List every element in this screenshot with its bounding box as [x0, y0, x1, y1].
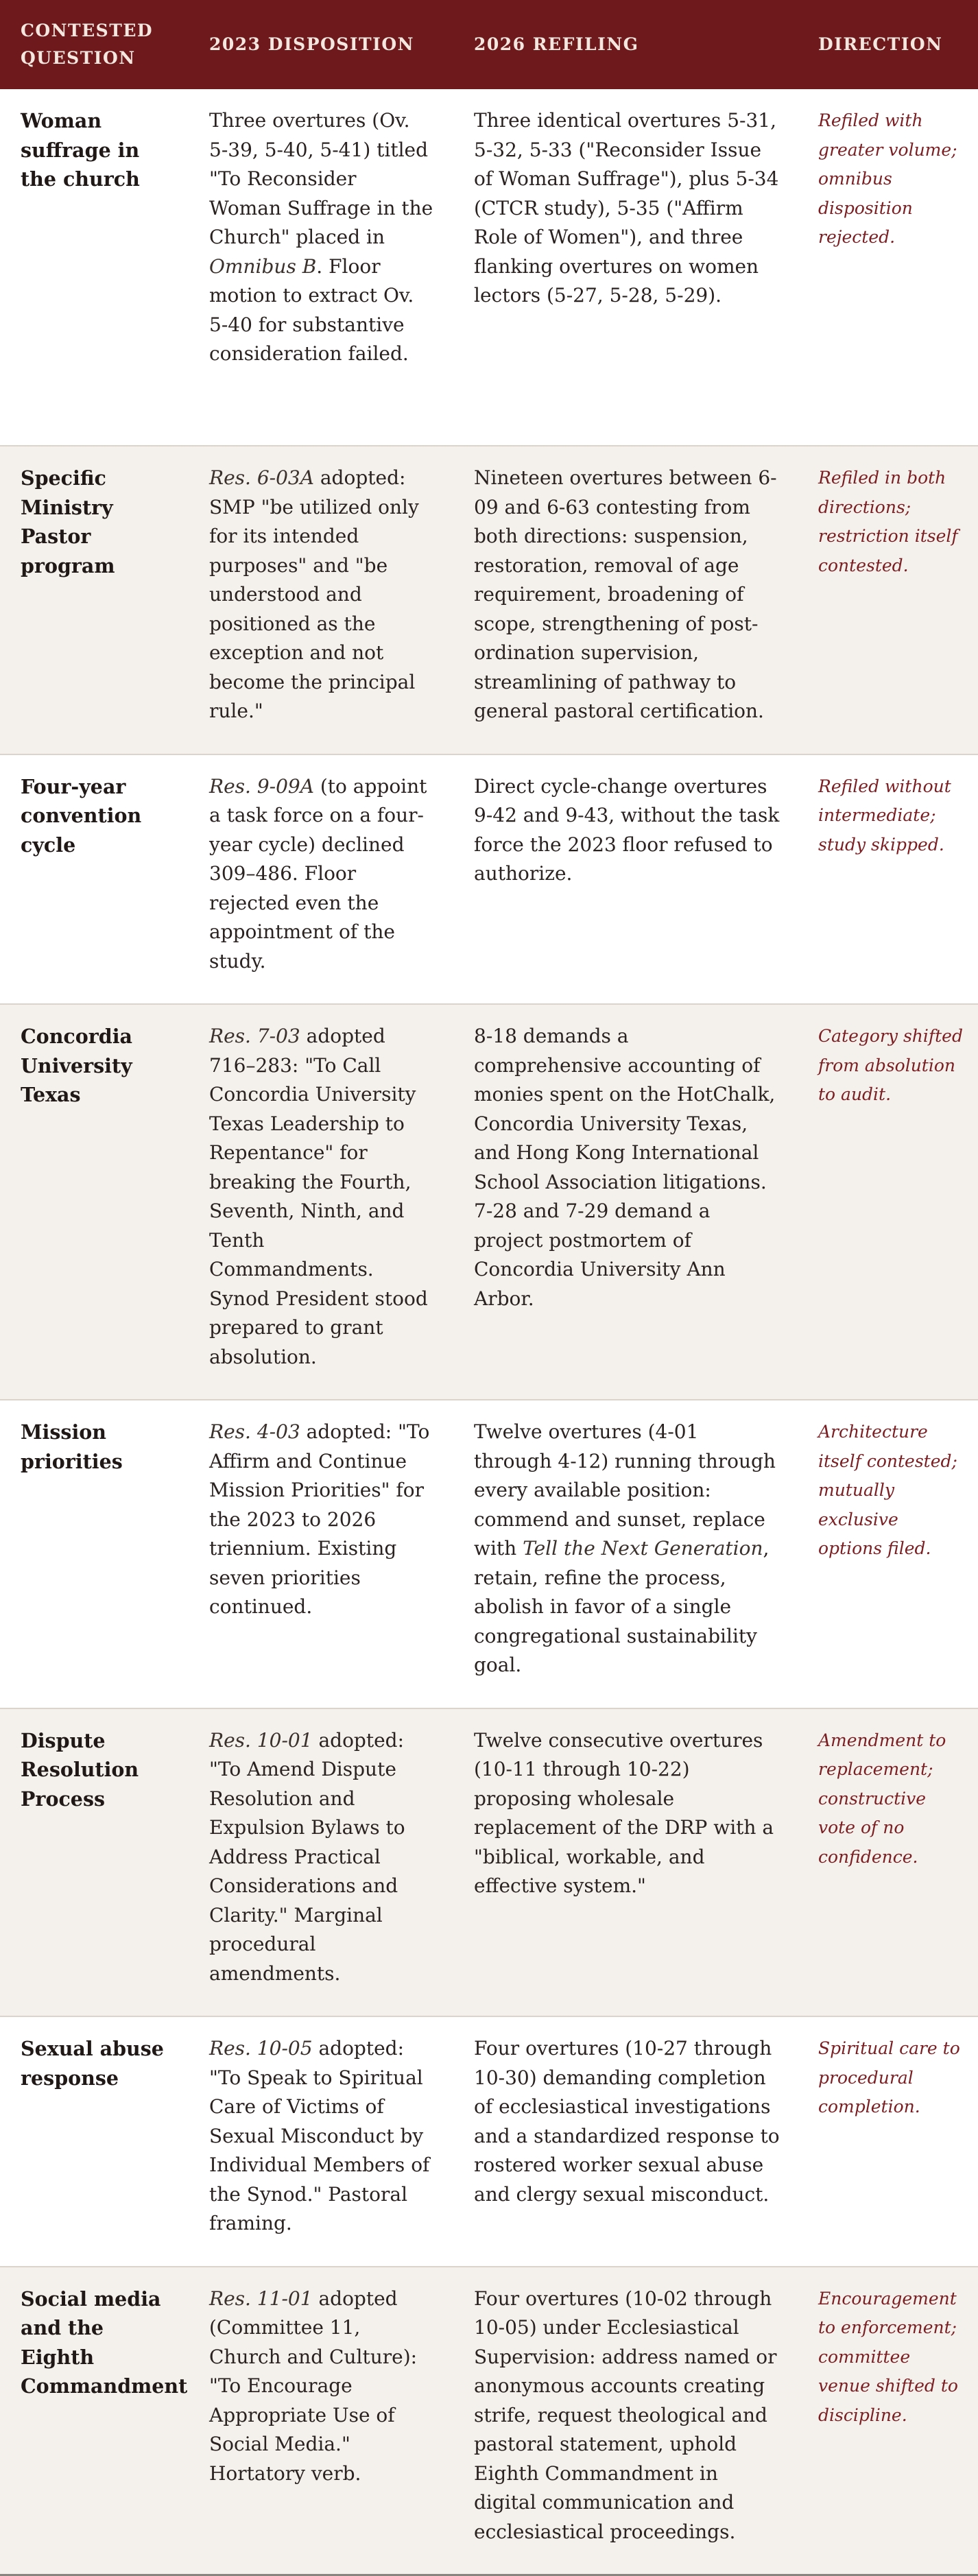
- question-cell: Sexual abuse response: [21, 2037, 164, 2090]
- direction-cell: Amendment to replacement; constructive vote of no confidence.: [818, 1730, 946, 1867]
- refiling-2026-cell: [453, 1400, 798, 1708]
- direction-cell: Architecture itself contested; mutually exclusive options filed.: [818, 1422, 957, 1558]
- question-cell: Four-year convention cycle: [21, 774, 142, 857]
- disposition-2023-cell: [184, 446, 453, 754]
- disposition-reference: Res. 6-03A: [209, 466, 314, 489]
- direction-cell: Spiritual care to procedural completion.: [818, 2038, 960, 2116]
- table-row: [0, 446, 978, 754]
- refiling-2026-cell: [453, 2267, 798, 2575]
- table-row: [0, 89, 978, 446]
- disposition-text: adopted: "To Amend Dispute Resolution and Expulsion Bylaws to Address Practical Considerations and Clarity." Marginal procedural amendments.: [209, 1728, 405, 1985]
- table-row: [0, 1708, 978, 2017]
- disposition-2023-cell: [184, 89, 453, 446]
- header-direction: DIRECTION: [818, 34, 943, 54]
- disposition-2023-cell: [184, 754, 453, 1005]
- question-cell: Specific Ministry Pastor program: [21, 466, 115, 577]
- direction-cell: Refiled with greater volume; omnibus disposition rejected.: [818, 110, 957, 247]
- direction-cell: Encouragement to enforcement; committee venue shifted to discipline.: [818, 2288, 958, 2425]
- refiling-text: 8-18 demands a comprehensive accounting of monies spent on the HotChalk, Concordia University Texas, and Hong Kong International School Association litigations. 7-28 and 7-29 demand a project postmortem of Concordia University Ann Arbor.: [474, 1025, 776, 1310]
- disposition-text: adopted: "To Affirm and Continue Mission Priorities" for the 2023 to 2026 triennium. Existing seven priorities continued.: [209, 1420, 430, 1618]
- disposition-reference: Res. 11-01: [209, 2287, 313, 2310]
- disposition-text: adopted 716–283: "To Call Concordia University Texas Leadership to Repentance" for breaking the Fourth, Seventh, Ninth, and Tenth Commandments. Synod President stood prepared to grant absolution.: [209, 1025, 428, 1368]
- question-cell: Social media and the Eighth Commandment: [21, 2287, 188, 2398]
- disposition-text: Three overtures (Ov. 5-39, 5-40, 5-41) titled "To Reconsider Woman Suffrage in the Church" placed in: [209, 109, 433, 248]
- disposition-reference: Omnibus B: [209, 254, 317, 278]
- table-row: [0, 1400, 978, 1708]
- disposition-reference: Res. 10-05: [209, 2037, 313, 2060]
- header-row: [0, 0, 978, 89]
- table-row: [0, 2267, 978, 2575]
- refiling-text: Four overtures (10-02 through 10-05) under Ecclesiastical Supervision: address named or anonymous accounts creating strife, request theological and pastoral statement, uphold Eighth Commandment in digital communication and ecclesiastical proceedings.: [474, 2287, 777, 2543]
- refiling-emphasis: Tell the Next Generation: [523, 1537, 763, 1560]
- refiling-2026-cell: [453, 2016, 798, 2267]
- question-cell: Dispute Resolution Process: [21, 1728, 139, 1811]
- disposition-text: . Floor motion to extract Ov. 5-40 for substantive consideration failed.: [209, 254, 414, 365]
- disposition-text: adopted (Committee 11, Church and Culture): "To Encourage Appropriate Use of Social Media." Hortatory verb.: [209, 2287, 418, 2485]
- disposition-2023-cell: [184, 1400, 453, 1708]
- disposition-2023-cell: [184, 1708, 453, 2017]
- question-cell: Woman suffrage in the church: [21, 109, 140, 191]
- refiling-text: Three identical overtures 5-31, 5-32, 5-33 ("Reconsider Issue of Woman Suffrage"), plus 5-34 (CTCR study), 5-35 ("Affirm Role of Women"), and three flanking overtures on women lectors (5-27, 5-28, 5-29).: [474, 109, 779, 307]
- refiling-text: Nineteen overtures between 6-09 and 6-63 contesting from both directions: suspension, restoration, removal of age requirement, broadening of scope, strengthening of post-ordination supervision, streamlining of pathway to general pastoral certification.: [474, 466, 777, 722]
- disposition-reference: Res. 10-01: [209, 1728, 313, 1752]
- refiling-text: Four overtures (10-27 through 10-30) demanding completion of ecclesiastical investigations and a standardized response to rostered worker sexual abuse and clergy sexual misconduct.: [474, 2037, 780, 2206]
- refiling-text: Twelve consecutive overtures (10-11 through 10-22) proposing wholesale replacement of the DRP with a "biblical, workable, and effective system.": [474, 1728, 774, 1897]
- table-header: [0, 0, 978, 89]
- disposition-reference: Res. 4-03: [209, 1420, 300, 1443]
- table-row: [0, 754, 978, 1005]
- table-row: [0, 2016, 978, 2267]
- refiling-2026-cell: [453, 1708, 798, 2017]
- disposition-text: adopted: "To Speak to Spiritual Care of Victims of Sexual Misconduct by Individual Members of the Synod." Pastoral framing.: [209, 2037, 430, 2234]
- refiling-text: Direct cycle-change overtures 9-42 and 9-43, without the task force the 2023 floor refused to authorize.: [474, 774, 780, 885]
- disposition-reference: Res. 9-09A: [209, 774, 314, 798]
- refiling-2026-cell: [453, 1004, 798, 1400]
- table-row: [0, 1004, 978, 1400]
- disposition-reference: Res. 7-03: [209, 1025, 300, 1047]
- header-2026-refiling: 2026 REFILING: [474, 34, 639, 54]
- refiling-text: Twelve overtures (4-01 through 4-12) running through every available position: commend and sunset, replace with: [474, 1420, 776, 1560]
- direction-cell: Refiled without intermediate; study skipped.: [818, 776, 951, 855]
- refiling-2026-cell: [453, 89, 798, 446]
- disposition-text: adopted: SMP "be utilized only for its intended purposes" and "be understood and positioned as the exception and not become the principal rule.": [209, 466, 419, 722]
- table-body: [0, 89, 978, 2575]
- disposition-2023-cell: [184, 2267, 453, 2575]
- disposition-2023-cell: [184, 2016, 453, 2267]
- question-cell: Mission priorities: [21, 1420, 123, 1473]
- direction-cell: Category shifted from absolution to audit.: [818, 1026, 963, 1104]
- header-contested-question: CONTESTED QUESTION: [21, 21, 154, 68]
- refiling-2026-cell: [453, 754, 798, 1005]
- disposition-text: (to appoint a task force on a four-year cycle) declined 309–486. Floor rejected even the appointment of the study.: [209, 774, 427, 973]
- header-2023-disposition: 2023 DISPOSITION: [209, 34, 414, 54]
- question-cell: Concordia University Texas: [21, 1025, 133, 1106]
- disposition-2023-cell: [184, 1004, 453, 1400]
- refiling-text: , retain, refine the process, abolish in favor of a single congregational sustainability goal.: [474, 1537, 770, 1676]
- refiling-2026-cell: [453, 446, 798, 754]
- direction-cell: Refiled in both directions; restriction itself contested.: [818, 468, 958, 575]
